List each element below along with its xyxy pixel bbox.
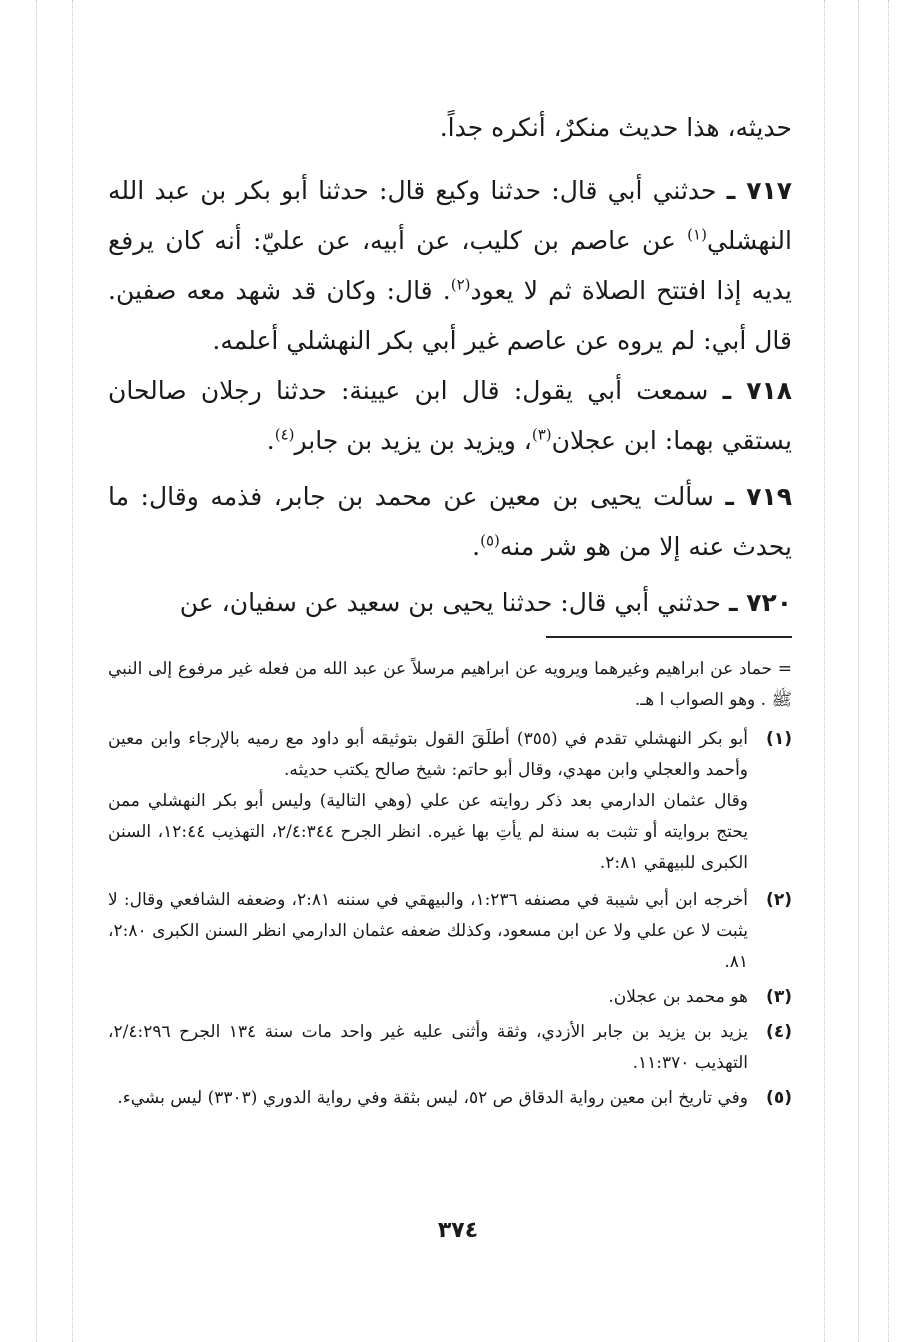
footnote-ref[interactable]: (٤) (274, 425, 295, 444)
footnote-continuation (108, 654, 792, 716)
footnote-ref[interactable]: (٢) (450, 275, 471, 294)
footnote-item (108, 885, 792, 978)
footnote-mark: (٣) (766, 987, 792, 1007)
hadith-entry-720 (108, 578, 792, 628)
footnotes (108, 654, 792, 1114)
entry-text: سألت يحيى بن معين عن محمد بن جابر، فذمه وقال: ما يحدث عنه إلا من هو شر منه (108, 482, 792, 561)
scan-guide-line (72, 0, 73, 1342)
footnote-mark: (٥) (766, 1088, 792, 1108)
hadith-entry-719 (108, 472, 792, 572)
hadith-entry-717 (108, 166, 792, 366)
footnote-mark: (٢) (766, 890, 792, 910)
footnote-item (108, 1083, 792, 1114)
continuation-line (108, 104, 792, 152)
footnote-item (108, 1017, 792, 1079)
entry-text: سمعت أبي يقول: قال ابن عيينة: حدثنا رجلان صالحان يستقي بهما: ابن عجلان (108, 376, 792, 455)
footnote-text: = حماد عن ابراهيم وغيرهما ويرويه عن ابراهيم مرسلاً عن عبد الله من فعله غير مرفوع إلى النبي ﷺ . وهو الصواب ا هـ. (108, 659, 792, 710)
entry-text: حدثني أبي قال: حدثنا يحيى بن سعيد عن سفيان، عن (179, 588, 722, 617)
footnote-ref[interactable]: (٣) (531, 425, 552, 444)
continuation-text: حديثه، هذا حديث منكرٌ، أنكره جداً. (439, 113, 792, 142)
footnote-body (108, 724, 748, 879)
hadith-entry-718 (108, 366, 792, 466)
entry-text: عن عاصم بن كليب، عن أبيه، عن عليّ: أنه كان يرفع يديه إذا افتتح الصلاة ثم لا يعود (108, 226, 793, 305)
entry-text: حدثني أبي قال: حدثنا وكيع قال: حدثنا أبو بكر بن عبد الله النهشلي (108, 176, 792, 255)
footnote-text: يزيد بن يزيد بن جابر الأزدي، وثقة وأثنى عليه غير واحد مات سنة ١٣٤ الجرح ٢/٤:٢٩٦، التهذيب ١١:٣٧٠. (108, 1022, 748, 1073)
entry-number: ٧١٧ ـ (726, 176, 792, 205)
footnote-text: أبو بكر النهشلي تقدم في (٣٥٥) أطلَقَ القول بتوثيقه أبو داود مع رميه بالإرجاء وابن معين وأحمد والعجلي وابن مهدي، وقال أبو حاتم: شيخ صالح يكتب حديثه. (108, 729, 748, 780)
footnote-ref[interactable]: (٥) (480, 531, 500, 550)
footnote-ref[interactable]: (١) (687, 225, 707, 244)
entry-text: ، ويزيد بن يزيد بن جابر (294, 426, 532, 455)
footnote-text: أخرجه ابن أبي شيبة في مصنفه ١:٢٣٦، والبيهقي في سننه ٢:٨١، وضعفه الشافعي وقال: لا يثبت لا عن علي ولا عن ابن مسعود، وكذلك ضعفه عثمان الدارمي انظر السنن الكبرى ٢:٨٠، ٨١. (108, 890, 748, 972)
scan-guide-line (824, 0, 825, 1342)
page-number: ٣٧٤ (437, 1218, 479, 1243)
footnote-item (108, 724, 792, 879)
entry-number: ٧١٨ ـ (722, 376, 792, 405)
entry-text: . (472, 532, 481, 561)
footnote-text: هو محمد بن عجلان. (608, 987, 748, 1007)
scan-guide-line (36, 0, 37, 1342)
entry-text: . قال: وكان قد شهد معه صفين. قال أبي: لم يروه عن عاصم غير أبي بكر النهشلي أعلمه. (108, 276, 792, 355)
entry-number: ٧١٩ ـ (725, 482, 792, 511)
scan-guide-line (858, 0, 859, 1342)
entry-number: ٧٢٠ ـ (728, 588, 792, 617)
entry-text: . (266, 426, 275, 455)
footnote-mark: (١) (766, 729, 792, 749)
footnote-text: وقال عثمان الدارمي بعد ذكر روايته عن علي (وهي التالية) وليس أبو بكر النهشلي ممن يحتج بروايته أو تثبت به سنة لم يأتِ بها غيره. انظر الجرح ٢/٤:٣٤٤، التهذيب ١٢:٤٤، السنن الكبرى للبيهقي ٢:٨١. (108, 791, 748, 873)
footnote-mark: (٤) (766, 1022, 792, 1042)
footnote-separator (546, 636, 792, 638)
scan-guide-line (888, 0, 889, 1342)
footnote-item (108, 982, 792, 1013)
footnote-text: وفي تاريخ ابن معين رواية الدقاق ص ٥٢، ليس بثقة وفي رواية الدوري (٣٣٠٣) ليس بشيء. (117, 1088, 748, 1108)
